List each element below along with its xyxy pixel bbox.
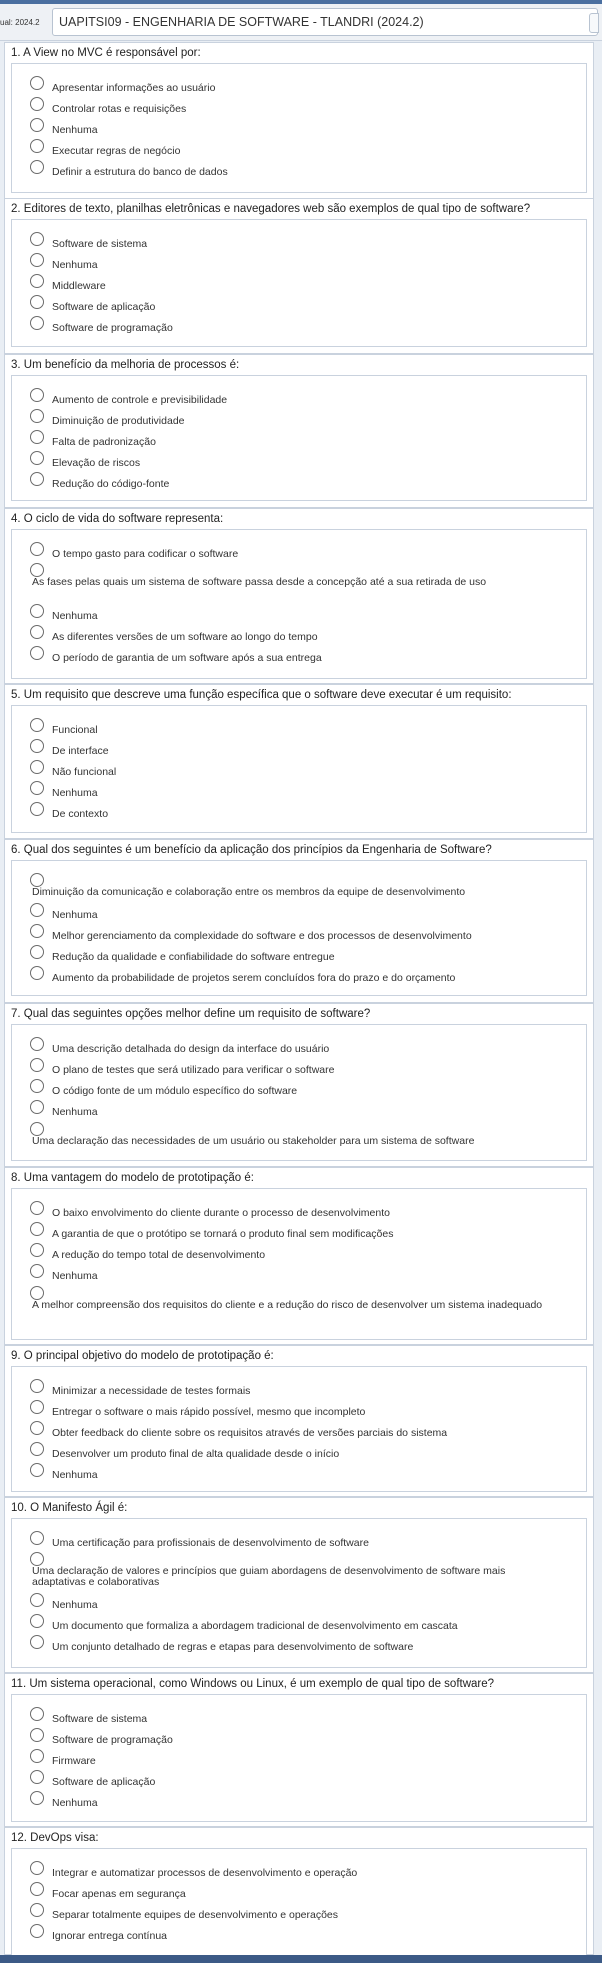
option-label: Software de programação [52, 322, 173, 334]
option-label: Um conjunto detalhado de regras e etapas para desenvolvimento de software [52, 1641, 414, 1653]
option-label: Definir a estrutura do banco de dados [52, 166, 228, 178]
radio-button[interactable] [30, 1924, 44, 1938]
radio-button[interactable] [30, 924, 44, 938]
radio-button[interactable] [30, 160, 44, 174]
radio-button[interactable] [30, 781, 44, 795]
radio-button[interactable] [30, 253, 44, 267]
question-7 [4, 1003, 594, 1167]
options-group [11, 1694, 587, 1822]
question-text: 6. Qual dos seguintes é um benefício da aplicação dos princípios da Engenharia de Software? [11, 844, 492, 856]
options-group [11, 529, 587, 679]
option-label: Obter feedback do cliente sobre os requisitos através de versões parciais do sistema [52, 1427, 448, 1439]
option-label: Integrar e automatizar processos de desenvolvimento e operação [52, 1867, 358, 1879]
radio-button[interactable] [30, 802, 44, 816]
radio-button[interactable] [30, 1379, 44, 1393]
radio-button[interactable] [30, 1463, 44, 1477]
option-label: Nenhuma [52, 124, 98, 136]
radio-button[interactable] [30, 1861, 44, 1875]
question-2 [4, 198, 594, 354]
option-label: As fases pelas quais um sistema de software passa desde a concepção até a sua retirada de uso [32, 576, 487, 588]
radio-button[interactable] [30, 1243, 44, 1257]
radio-button[interactable] [30, 873, 44, 887]
options-group [11, 1518, 587, 1668]
radio-button[interactable] [30, 1400, 44, 1414]
option-label: A redução do tempo total de desenvolvimento [52, 1249, 266, 1261]
question-text: 8. Uma vantagem do modelo de prototipação é: [11, 1172, 254, 1184]
question-10 [4, 1497, 594, 1673]
option-label: Nenhuma [52, 787, 98, 799]
period-label: ual: 2024.2 [0, 18, 40, 27]
question-text: 12. DevOps visa: [11, 1832, 99, 1844]
option-label: Diminuição de produtividade [52, 415, 185, 427]
option-label: Software de aplicação [52, 301, 156, 313]
option-label: Nenhuma [52, 1599, 98, 1611]
option-label: O plano de testes que será utilizado para verificar o software [52, 1064, 335, 1076]
radio-button[interactable] [30, 409, 44, 423]
option[interactable] [30, 563, 580, 589]
options-group [11, 1188, 587, 1340]
radio-button[interactable] [30, 604, 44, 618]
radio-button[interactable] [30, 542, 44, 556]
option-label: Software de programação [52, 1734, 173, 1746]
radio-button[interactable] [30, 966, 44, 980]
radio-button[interactable] [30, 1442, 44, 1456]
option-label: O período de garantia de um software após a sua entrega [52, 652, 322, 664]
radio-button[interactable] [30, 1058, 44, 1072]
options-group [11, 1024, 587, 1161]
radio-button[interactable] [30, 472, 44, 486]
radio-button[interactable] [30, 430, 44, 444]
question-text: 5. Um requisito que descreve uma função específica que o software deve executar é um requisito: [11, 689, 512, 701]
radio-button[interactable] [30, 1421, 44, 1435]
option-label: Focar apenas em segurança [52, 1888, 186, 1900]
option-label: Redução da qualidade e confiabilidade do software entregue [52, 951, 335, 963]
radio-button[interactable] [30, 1903, 44, 1917]
side-tab-handle[interactable] [589, 13, 599, 33]
radio-button[interactable] [30, 1614, 44, 1628]
option-label: Uma declaração de valores e princípios que guiam abordagens de desenvolvimento de software mais adaptativas e colaborativas [32, 1565, 506, 1588]
option-label: Apresentar informações ao usuário [52, 82, 216, 94]
option[interactable] [30, 1122, 580, 1148]
radio-button[interactable] [30, 451, 44, 465]
option-label: Minimizar a necessidade de testes formais [52, 1385, 251, 1397]
question-12 [4, 1827, 594, 1955]
option-label: Entregar o software o mais rápido possível, mesmo que incompleto [52, 1406, 366, 1418]
option-label: Middleware [52, 280, 106, 292]
option-label: Controlar rotas e requisições [52, 103, 187, 115]
options-group [11, 63, 587, 193]
option-label: Uma certificação para profissionais de desenvolvimento de software [52, 1537, 369, 1549]
radio-button[interactable] [30, 563, 44, 577]
option-label: Nenhuma [52, 1469, 98, 1481]
course-title-box [52, 8, 598, 36]
question-text: 2. Editores de texto, planilhas eletrônicas e navegadores web são exemplos de qual tipo de software? [11, 203, 531, 215]
option-label: De contexto [52, 808, 109, 820]
option-label: Ignorar entrega contínua [52, 1930, 167, 1942]
question-text: 3. Um benefício da melhoria de processos é: [11, 359, 240, 371]
options-group [11, 219, 587, 347]
radio-button[interactable] [30, 1770, 44, 1784]
option-label: As diferentes versões de um software ao longo do tempo [52, 631, 318, 643]
radio-button[interactable] [30, 139, 44, 153]
radio-button[interactable] [30, 1728, 44, 1742]
option-label: Elevação de riscos [52, 457, 141, 469]
option-label: Melhor gerenciamento da complexidade do software e dos processos de desenvolvimento [52, 930, 472, 942]
radio-button[interactable] [30, 118, 44, 132]
option-label: Um documento que formaliza a abordagem tradicional de desenvolvimento em cascata [52, 1620, 458, 1632]
option-label: Nenhuma [52, 610, 98, 622]
option-label: De interface [52, 745, 109, 757]
radio-button[interactable] [30, 903, 44, 917]
option-label: O tempo gasto para codificar o software [52, 548, 239, 560]
radio-button[interactable] [30, 739, 44, 753]
radio-button[interactable] [30, 1222, 44, 1236]
question-4 [4, 508, 594, 684]
option[interactable] [30, 1286, 580, 1323]
option-label: Nenhuma [52, 1106, 98, 1118]
radio-button[interactable] [30, 760, 44, 774]
option-label: O baixo envolvimento do cliente durante o processo de desenvolvimento [52, 1207, 390, 1219]
radio-button[interactable] [30, 625, 44, 639]
radio-button[interactable] [30, 295, 44, 309]
option-label: Software de aplicação [52, 1776, 156, 1788]
option-label: Uma declaração das necessidades de um usuário ou stakeholder para um sistema de software [32, 1135, 475, 1147]
option-label: Uma descrição detalhada do design da interface do usuário [52, 1043, 330, 1055]
option-label: Executar regras de negócio [52, 145, 181, 157]
question-text: 10. O Manifesto Ágil é: [11, 1502, 128, 1514]
radio-button[interactable] [30, 76, 44, 90]
radio-button[interactable] [30, 1635, 44, 1649]
option-label: Nenhuma [52, 259, 98, 271]
radio-button[interactable] [30, 97, 44, 111]
radio-button[interactable] [30, 1593, 44, 1607]
option[interactable] [30, 1552, 580, 1589]
bottom-status-bar [0, 1955, 602, 1963]
radio-button[interactable] [30, 1079, 44, 1093]
radio-button[interactable] [30, 316, 44, 330]
option-label: Aumento da probabilidade de projetos serem concluídos fora do prazo e do orçamento [52, 972, 456, 984]
option-label: Falta de padronização [52, 436, 156, 448]
option-label: Não funcional [52, 766, 117, 778]
page-header [0, 4, 602, 41]
radio-button[interactable] [30, 1552, 44, 1566]
radio-button[interactable] [30, 646, 44, 660]
question-3 [4, 354, 594, 508]
option-label: Nenhuma [52, 1797, 98, 1809]
option-label: Software de sistema [52, 1713, 148, 1725]
radio-button[interactable] [30, 718, 44, 732]
radio-button[interactable] [30, 1100, 44, 1114]
radio-button[interactable] [30, 1531, 44, 1545]
radio-button[interactable] [30, 1882, 44, 1896]
options-group [11, 375, 587, 501]
question-text: 4. O ciclo de vida do software representa: [11, 513, 224, 525]
option-label: Software de sistema [52, 238, 148, 250]
option-label: A garantia de que o protótipo se tornará o produto final sem modificações [52, 1228, 394, 1240]
radio-button[interactable] [30, 1264, 44, 1278]
option-label: Funcional [52, 724, 98, 736]
option-label: Separar totalmente equipes de desenvolvimento e operações [52, 1909, 339, 1921]
question-text: 1. A View no MVC é responsável por: [11, 47, 201, 59]
options-group [11, 1366, 587, 1492]
radio-button[interactable] [30, 1791, 44, 1805]
question-5 [4, 684, 594, 839]
question-1 [4, 42, 594, 202]
radio-button[interactable] [30, 1749, 44, 1763]
option-label: Redução do código-fonte [52, 478, 170, 490]
option-label: O código fonte de um módulo específico do software [52, 1085, 298, 1097]
radio-button[interactable] [30, 1037, 44, 1051]
question-8 [4, 1167, 594, 1345]
option-label: Desenvolver um produto final de alta qualidade desde o início [52, 1448, 340, 1460]
option-label: Nenhuma [52, 909, 98, 921]
option-label: Diminuição da comunicação e colaboração entre os membros da equipe de desenvolvimento [32, 886, 466, 898]
option-label: Nenhuma [52, 1270, 98, 1282]
question-6 [4, 839, 594, 1003]
radio-button[interactable] [30, 1122, 44, 1136]
question-text: 11. Um sistema operacional, como Windows ou Linux, é um exemplo de qual tipo de software? [11, 1678, 495, 1690]
question-text: 9. O principal objetivo do modelo de prototipação é: [11, 1350, 274, 1362]
radio-button[interactable] [30, 1707, 44, 1721]
option-label: A melhor compreensão dos requisitos do cliente e a redução do risco de desenvolver um sistema inadequado [32, 1299, 543, 1311]
options-group [11, 1848, 587, 1956]
option[interactable] [30, 873, 580, 899]
radio-button[interactable] [30, 232, 44, 246]
radio-button[interactable] [30, 274, 44, 288]
page-title: UAPITSI09 - ENGENHARIA DE SOFTWARE - TLANDRI (2024.2) [59, 15, 424, 29]
radio-button[interactable] [30, 388, 44, 402]
radio-button[interactable] [30, 1286, 44, 1300]
option-label: Firmware [52, 1755, 96, 1767]
question-text: 7. Qual das seguintes opções melhor define um requisito de software? [11, 1008, 371, 1020]
radio-button[interactable] [30, 1201, 44, 1215]
question-11 [4, 1673, 594, 1827]
options-group [11, 705, 587, 833]
options-group [11, 860, 587, 996]
radio-button[interactable] [30, 945, 44, 959]
question-9 [4, 1345, 594, 1497]
option-label: Aumento de controle e previsibilidade [52, 394, 228, 406]
